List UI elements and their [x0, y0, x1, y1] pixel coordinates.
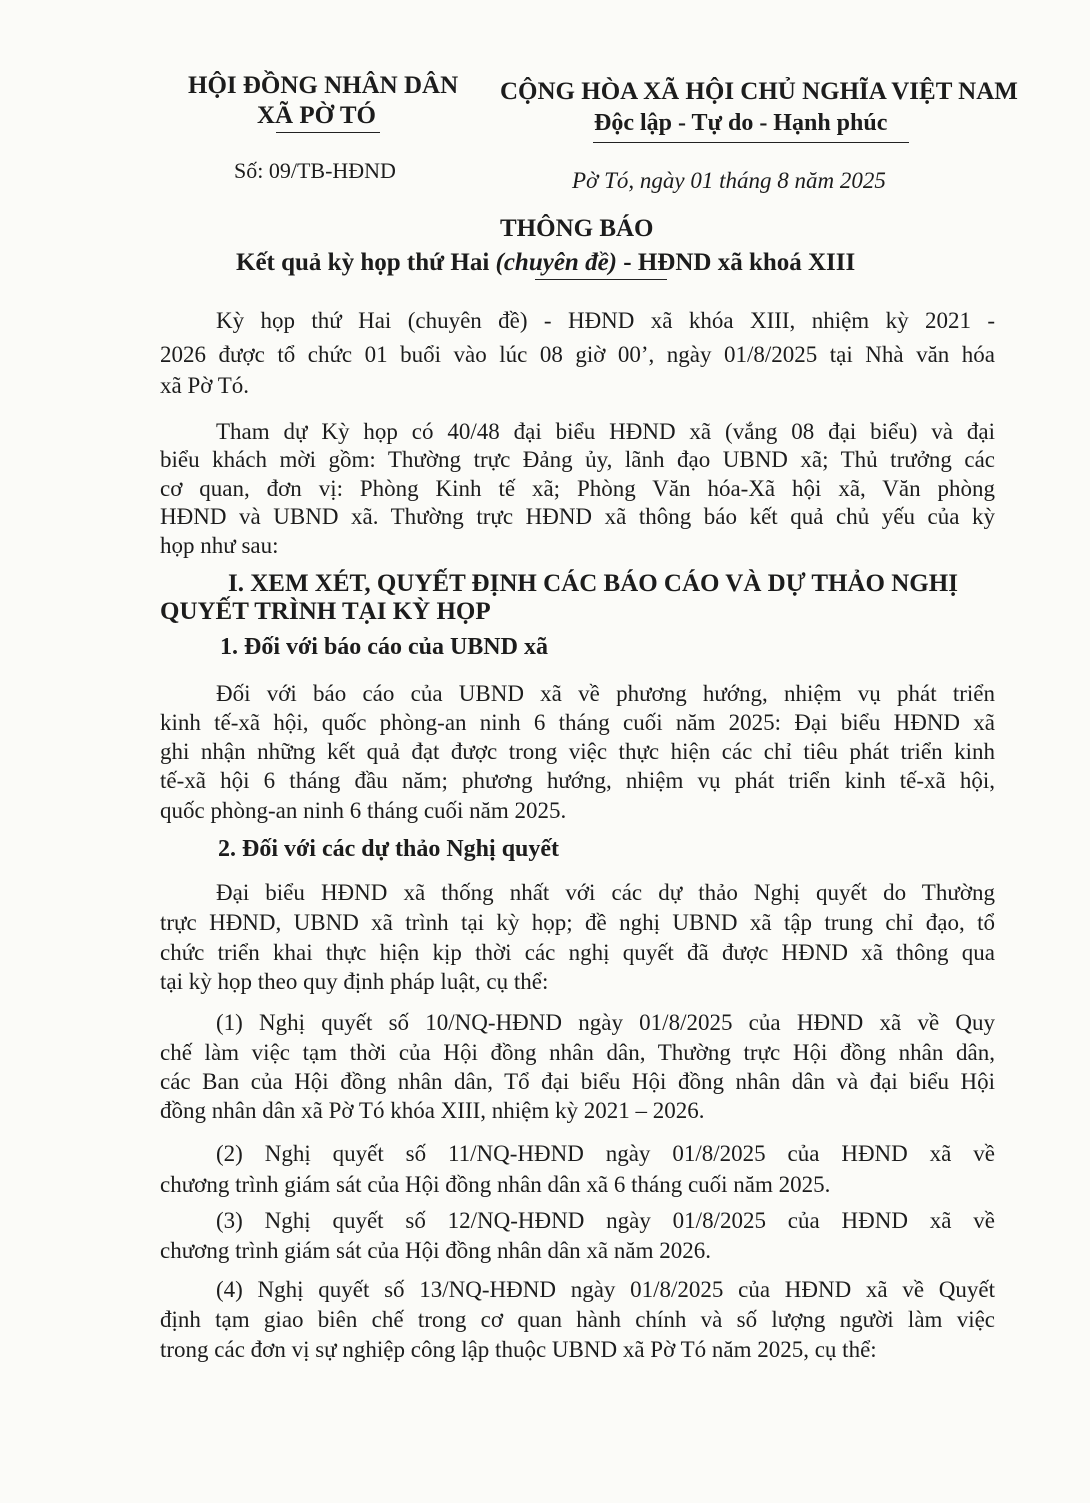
paragraph-line: ghi nhận những kết quả đạt được trong việc thực hiện các chỉ tiêu phát triển kinh — [160, 739, 995, 764]
resolution-line: chương trình giám sát của Hội đồng nhân dân xã năm 2026. — [160, 1238, 711, 1263]
section-heading-line2: QUYẾT TRÌNH TẠI KỲ HỌP — [160, 598, 491, 625]
paragraph-line: cơ quan, đơn vị: Phòng Kinh tế xã; Phòng Văn hóa-Xã hội xã, Văn phòng — [160, 476, 995, 501]
document-title: THÔNG BÁO — [500, 215, 654, 242]
paragraph-line: quốc phòng-an ninh 6 tháng cuối năm 2025. — [160, 798, 567, 823]
subtitle-part1: Kết quả kỳ họp thứ Hai — [236, 249, 496, 276]
subtitle-part2: - HĐND xã khoá XIII — [617, 249, 856, 276]
org-underline — [276, 132, 380, 133]
resolution-line: trong các đơn vị sự nghiệp công lập thuộc UBND xã Pờ Tó năm 2025, cụ thể: — [160, 1337, 877, 1362]
subsection-heading-2: 2. Đối với các dự thảo Nghị quyết — [218, 836, 560, 862]
paragraph-line: biểu khách mời gồm: Thường trực Đảng ủy, lãnh đạo UBND xã; Thủ trưởng các — [160, 447, 995, 472]
paragraph-line: Đối với báo cáo của UBND xã về phương hướng, nhiệm vụ phát triển — [216, 681, 995, 706]
resolution-line: (1) Nghị quyết số 10/NQ-HĐND ngày 01/8/2025 của HĐND xã về Quy — [216, 1010, 995, 1035]
resolution-line: các Ban của Hội đồng nhân dân, Tổ đại biểu Hội đồng nhân dân và đại biểu Hội — [160, 1069, 995, 1094]
paragraph-line: trực HĐND, UBND xã trình tại kỳ họp; đề nghị UBND xã tập trung chỉ đạo, tổ — [160, 910, 995, 935]
resolution-line: chương trình giám sát của Hội đồng nhân dân xã 6 tháng cuối năm 2025. — [160, 1172, 831, 1197]
motto-underline — [593, 142, 909, 143]
resolution-line: (2) Nghị quyết số 11/NQ-HĐND ngày 01/8/2025 của HĐND xã về — [216, 1141, 995, 1166]
resolution-line: (3) Nghị quyết số 12/NQ-HĐND ngày 01/8/2025 của HĐND xã về — [216, 1208, 995, 1233]
paragraph-line: HĐND và UBND xã. Thường trực HĐND xã thông báo kết quả chủ yếu của kỳ — [160, 504, 995, 529]
paragraph-line: Đại biểu HĐND xã thống nhất với các dự thảo Nghị quyết do Thường — [216, 880, 995, 905]
paragraph-line: họp như sau: — [160, 533, 279, 558]
paragraph-line: Kỳ họp thứ Hai (chuyên đề) - HĐND xã khóa XIII, nhiệm kỳ 2021 - — [216, 308, 995, 333]
resolution-line: chế làm việc tạm thời của Hội đồng nhân dân, Thường trực Hội đồng nhân dân, — [160, 1040, 995, 1065]
national-title: CỘNG HÒA XÃ HỘI CHỦ NGHĨA VIỆT NAM — [500, 78, 1018, 105]
issuing-org-line2: XÃ PỜ TÓ — [257, 102, 376, 129]
subsection-heading-1: 1. Đối với báo cáo của UBND xã — [220, 634, 548, 660]
resolution-line: định tạm giao biên chế trong cơ quan hành chính và số lượng người làm việc — [160, 1307, 995, 1332]
subtitle-underline — [535, 279, 667, 280]
paragraph-line: tại kỳ họp theo quy định pháp luật, cụ thể: — [160, 969, 549, 994]
document-subtitle — [236, 249, 855, 277]
place-date: Pờ Tó, ngày 01 tháng 8 năm 2025 — [572, 168, 886, 193]
document-number: Số: 09/TB-HĐND — [234, 158, 396, 183]
paragraph-line: xã Pờ Tó. — [160, 373, 250, 398]
paragraph-line: chức triển khai thực hiện kịp thời các nghị quyết đã được HĐND xã thông qua — [160, 940, 995, 965]
paragraph-line: Tham dự Kỳ họp có 40/48 đại biểu HĐND xã (vắng 08 đại biểu) và đại — [216, 419, 995, 444]
paragraph-line: tế-xã hội 6 tháng đầu năm; phương hướng, nhiệm vụ phát triển kinh tế-xã hội, — [160, 768, 995, 793]
national-motto: Độc lập - Tự do - Hạnh phúc — [594, 110, 888, 136]
subtitle-italic: (chuyên đề) — [495, 249, 618, 276]
resolution-line: đồng nhân dân xã Pờ Tó khóa XIII, nhiệm kỳ 2021 – 2026. — [160, 1098, 705, 1123]
paragraph-line: kinh tế-xã hội, quốc phòng-an ninh 6 tháng cuối năm 2025: Đại biểu HĐND xã — [160, 710, 995, 735]
paragraph-line: 2026 được tổ chức 01 buổi vào lúc 08 giờ 00’, ngày 01/8/2025 tại Nhà văn hóa — [160, 342, 995, 367]
section-heading-line1: I. XEM XÉT, QUYẾT ĐỊNH CÁC BÁO CÁO VÀ DỰ THẢO NGHỊ — [228, 570, 958, 597]
issuing-org-line1: HỘI ĐỒNG NHÂN DÂN — [188, 72, 459, 99]
resolution-line: (4) Nghị quyết số 13/NQ-HĐND ngày 01/8/2025 của HĐND xã về Quyết — [216, 1277, 995, 1302]
